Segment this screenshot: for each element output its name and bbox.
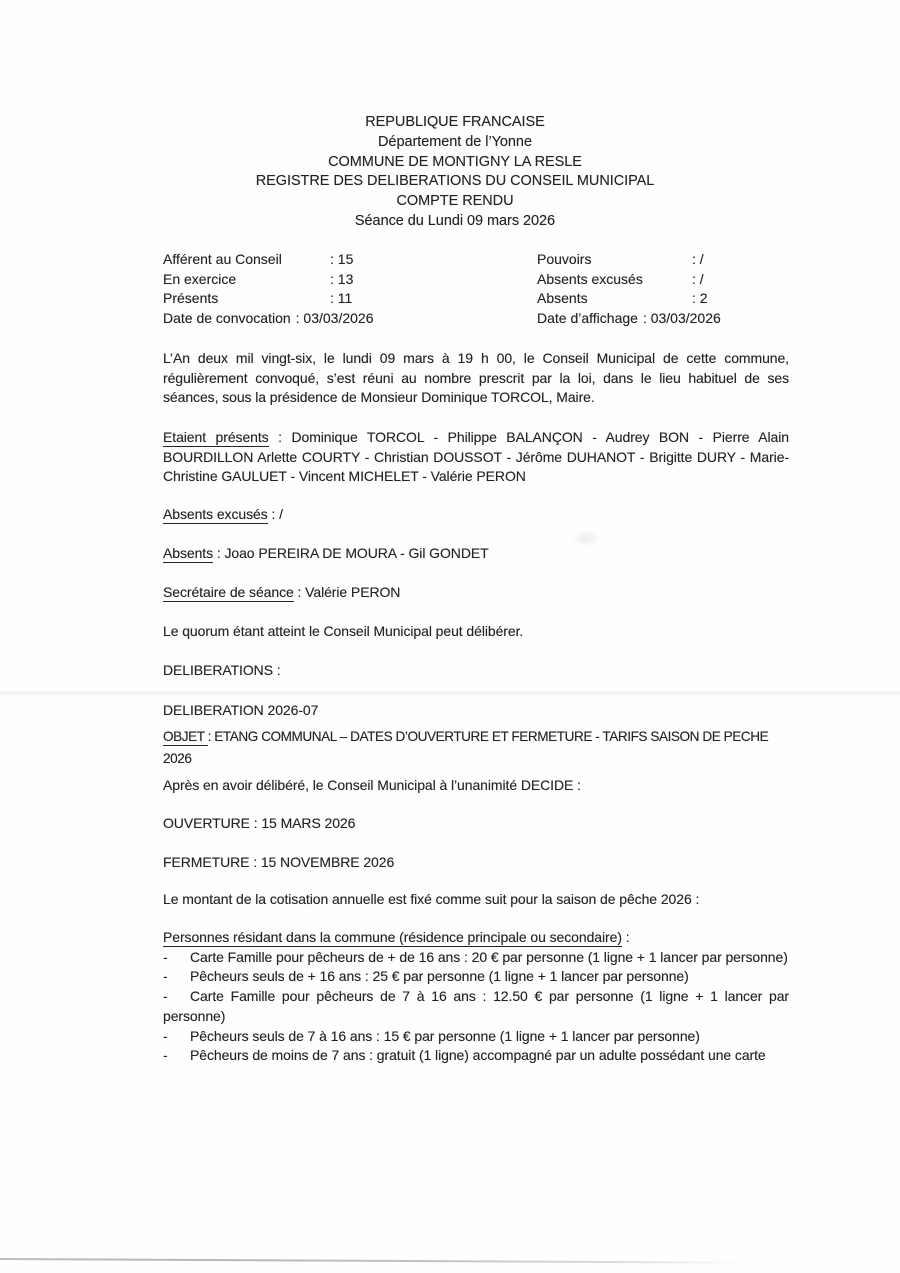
stat-row-absents (537, 289, 857, 309)
stat-value: : 11 (330, 290, 353, 307)
present-separator: : (268, 429, 292, 445)
present-names: Dominique TORCOL - Philippe BALANÇON - Audrey BON - Pierre Alain BOURDILLON Arlette COURTY - Christian DOUSSOT - Jérôme DUHANOT - Brigitte DURY - Marie-Christine GAULUET - Vincent MICHELET - Valérie PERON (163, 429, 789, 485)
tarif-item-seul-7-16 (163, 1027, 789, 1047)
stat-value: : 13 (330, 270, 354, 287)
tarif-item-famille-plus-16 (163, 948, 789, 968)
ouverture-line: OUVERTURE : 15 MARS 2026 (163, 815, 356, 831)
bullet-dash: - (163, 988, 168, 1005)
stat-value: : 03/03/2026 (295, 309, 374, 326)
stat-row-pouvoirs (537, 250, 857, 270)
bullet-dash: - (163, 1027, 168, 1044)
document-header (10, 113, 900, 232)
stat-value: : 15 (330, 251, 354, 267)
decision-intro-line: Après en avoir délibéré, le Conseil Municipal à l’unanimité DECIDE : (163, 777, 581, 793)
absents-value: Joao PEREIRA DE MOURA - Gil GONDET (224, 545, 489, 561)
tarif-item-seul-plus-16 (163, 967, 789, 987)
residents-heading-suffix: : (621, 929, 630, 945)
stat-value: : / (692, 251, 704, 267)
tarif-text: Carte Famille pour pêcheurs de 7 à 16 ans : 12.50 € par personne (1 ligne + 1 lancer par personne) (163, 988, 789, 1024)
stat-value: : 2 (692, 290, 708, 307)
residents-heading (163, 928, 789, 948)
present-members-paragraph (163, 428, 789, 487)
stat-label: Absents excusés (537, 270, 643, 287)
absents-line (163, 544, 789, 564)
stat-row-absents-excuses (537, 270, 857, 290)
absents-excused-separator: : (267, 506, 280, 522)
stat-row-convocation-date (163, 309, 523, 329)
scan-band-artifact (0, 690, 900, 696)
tarif-intro-line: Le montant de la cotisation annuelle est fixé comme suit pour la saison de pêche 2026 : (163, 891, 700, 907)
absents-excused-value: / (279, 506, 283, 522)
residents-heading-text: Personnes résidant dans la commune (résidence principale ou secondaire) (163, 929, 622, 945)
stat-label: En exercice (163, 270, 237, 287)
tarif-item-moins-7 (163, 1046, 789, 1066)
tarif-item-famille-7-16 (163, 987, 789, 1026)
bullet-dash: - (163, 968, 168, 985)
quorum-line: Le quorum étant atteint le Conseil Municipal peut délibérer. (163, 623, 524, 639)
opening-paragraph: L’An deux mil vingt-six, le lundi 09 mars à 19 h 00, le Conseil Municipal de cette commune, régulièrement convoqué, s’est réuni au nombre prescrit par la loi, dans le lieu habituel de ses séances, sous la présidence de Monsieur Dominique TORCOL, Maire. (163, 350, 789, 406)
residents-tariff-section (163, 928, 789, 1066)
secretary-separator: : (293, 584, 306, 600)
secretary-label: Secrétaire de séance (163, 584, 294, 600)
stat-row-affichage-date (537, 309, 857, 329)
deliberation-number: DELIBERATION 2026-07 (163, 702, 319, 718)
present-label: Etaient présents (163, 429, 269, 445)
objet-separator: : (207, 729, 215, 744)
absents-excused-label: Absents excusés (163, 506, 268, 522)
header-line-seance-date: Séance du Lundi 09 mars 2026 (354, 212, 556, 229)
objet-text: ETANG COMMUNAL – DATES D’OUVERTURE ET FERMETURE - TARIFS SAISON DE PECHE 2026 (163, 729, 769, 767)
header-line-departement: Département de l’Yonne (378, 133, 532, 150)
stat-row-presents (163, 289, 523, 309)
fermeture-line: FERMETURE : 15 NOVEMBRE 2026 (163, 854, 395, 870)
objet-line (163, 726, 789, 771)
tarif-text: Pêcheurs de moins de 7 ans : gratuit (1 ligne) accompagné par un adulte possédant une carte (190, 1047, 766, 1064)
stat-value: : / (692, 270, 704, 287)
stat-value: : 03/03/2026 (642, 309, 721, 326)
header-line-republique: REPUBLIQUE FRANCAISE (365, 114, 545, 130)
bullet-dash: - (163, 948, 168, 965)
absents-separator: : (213, 545, 225, 561)
tarif-text: Pêcheurs seuls de 7 à 16 ans : 15 € par personne (1 ligne + 1 lancer par personne) (190, 1027, 700, 1044)
scan-line-artifact (0, 1258, 742, 1264)
header-line-compte-rendu: COMPTE RENDU (396, 193, 514, 210)
stat-row-afferent (163, 250, 523, 270)
stat-label: Pouvoirs (537, 251, 592, 267)
attendance-left-column (163, 250, 523, 328)
tarif-text: Carte Famille pour pêcheurs de + de 16 ans : 20 € par personne (1 ligne + 1 lancer par personne) (190, 948, 788, 965)
tarif-text: Pêcheurs seuls de + 16 ans : 25 € par personne (1 ligne + 1 lancer par personne) (190, 968, 689, 985)
stat-label: Afférent au Conseil (163, 251, 282, 267)
header-line-registre: REGISTRE DES DELIBERATIONS DU CONSEIL MUNICIPAL (255, 173, 655, 190)
absents-label: Absents (163, 545, 214, 561)
bullet-dash: - (163, 1047, 168, 1064)
stat-label: Date d’affichage (537, 309, 638, 326)
secretary-line (163, 583, 789, 603)
deliberations-heading: DELIBERATIONS : (163, 662, 281, 678)
absents-excused-line (163, 505, 789, 525)
header-line-commune: COMMUNE DE MONTIGNY LA RESLE (328, 153, 582, 170)
stat-label: Absents (537, 290, 588, 307)
stat-row-en-exercice (163, 270, 523, 290)
stat-label: Date de convocation (163, 309, 291, 326)
secretary-value: Valérie PERON (305, 584, 401, 600)
attendance-right-column (537, 250, 857, 328)
stat-label: Présents (163, 290, 219, 307)
objet-label: OBJET (163, 729, 208, 744)
